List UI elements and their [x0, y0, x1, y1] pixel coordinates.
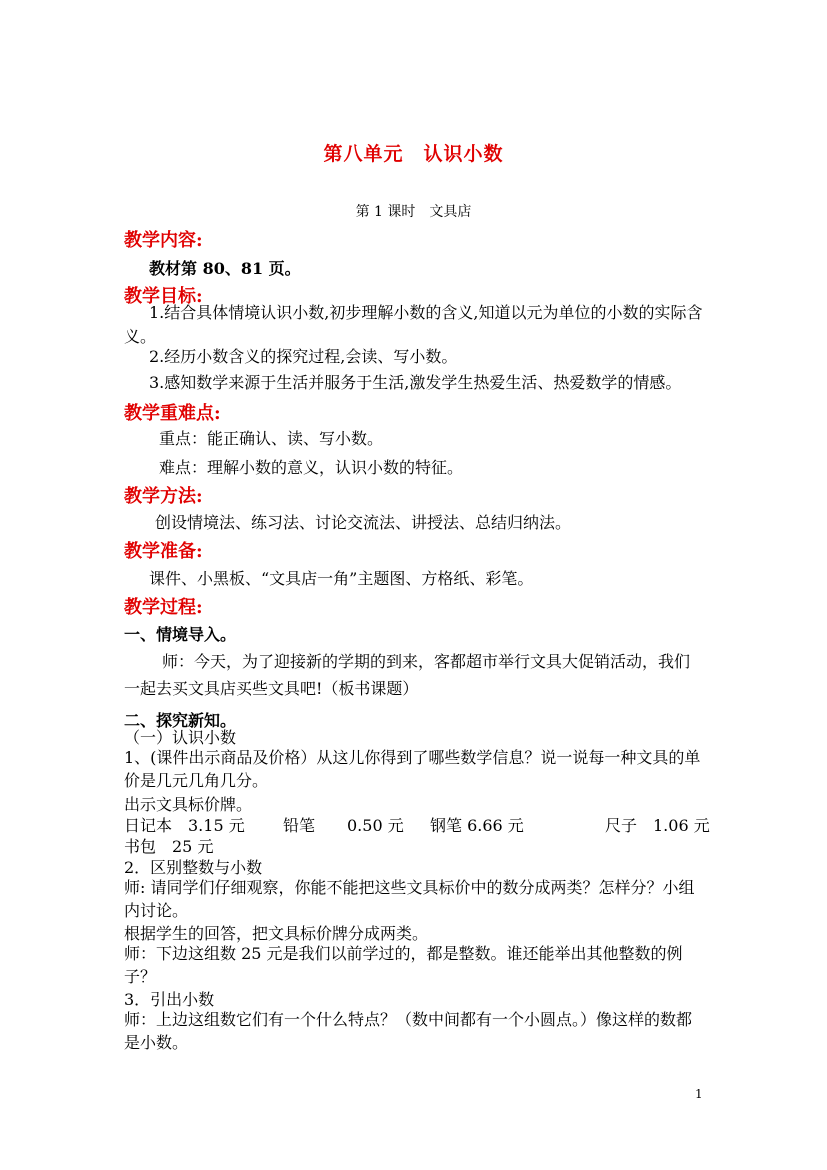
section-prep-label: 教学准备: — [124, 541, 203, 562]
price-ruler: 尺子 1.06 元 — [605, 816, 710, 835]
step2-sub1: （一）认识小数 — [124, 728, 237, 747]
section-methods-label: 教学方法: — [124, 486, 203, 507]
price-bag: 书包 25 元 — [124, 837, 214, 856]
price-pen: 钢笔 6.66 元 — [430, 816, 524, 835]
step2-2-text-1: 师: 请同学们仔细观察，你能不能把这些文具标价中的数分成两类？怎样分？小组内讨论。 — [124, 878, 695, 920]
content-text: 教材第 80、81 页。 — [149, 259, 301, 278]
section-process-label: 教学过程: — [124, 597, 203, 618]
question-1: 1、(课件出示商品及价格）从这儿你得到了哪些数学信息？说一说每一种文具的单价是几元几角几分。 — [124, 748, 701, 790]
prep-text: 课件、小黑板、“文具店一角”主题图、方格纸、彩笔。 — [149, 569, 534, 588]
section-content-label: 教学内容: — [124, 230, 203, 251]
lesson-subtitle: 第 1 课时 文具店 — [355, 204, 472, 220]
section-goals-label: 教学目标: — [124, 286, 203, 307]
goal-item-1: 1.结合具体情境认识小数,初步理解小数的含义,知道以元为单位的小数的实际含义。 — [124, 303, 703, 346]
price-pencil: 铅笔 0.50 元 — [283, 816, 404, 835]
step1-heading: 一、情境导入。 — [124, 625, 237, 644]
step2-2-text-3: 师：下边这组数 25 元是我们以前学过的，都是整数。谁还能举出其他整数的例子？ — [124, 944, 683, 986]
show-price-tags: 出示文具标价牌。 — [124, 795, 253, 814]
goal-item-2: 2.经历小数含义的探究过程,会读、写小数。 — [149, 347, 458, 366]
page-number: 1 — [695, 1087, 703, 1101]
section-keypoints-label: 教学重难点: — [124, 403, 221, 424]
step2-3-title: 3．引出小数 — [124, 990, 215, 1009]
page-title: 第八单元 认识小数 — [323, 143, 504, 165]
price-notebook: 日记本 3.15 元 — [124, 816, 245, 835]
step2-2-text-2: 根据学生的回答，把文具标价牌分成两类。 — [124, 924, 429, 943]
step1-text: 师：今天，为了迎接新的学期的到来，客都超市举行文具大促销活动，我们一起去买文具店买些文具吧!（板书课题） — [124, 652, 691, 698]
difficult-point: 难点：理解小数的意义，认识小数的特征。 — [159, 458, 464, 477]
goal-item-3: 3.感知数学来源于生活并服务于生活,激发学生热爱生活、热爱数学的情感。 — [149, 373, 682, 392]
key-point: 重点：能正确认、读、写小数。 — [159, 429, 384, 448]
step2-2-title: 2．区别整数与小数 — [124, 858, 263, 877]
step2-3-text-1: 师：上边这组数它们有一个什么特点？（数中间都有一个小圆点。）像这样的数都是小数。 — [124, 1010, 693, 1052]
step2-heading: 二、探究新知。 — [124, 711, 237, 730]
methods-text: 创设情境法、练习法、讨论交流法、讲授法、总结归纳法。 — [155, 513, 572, 532]
